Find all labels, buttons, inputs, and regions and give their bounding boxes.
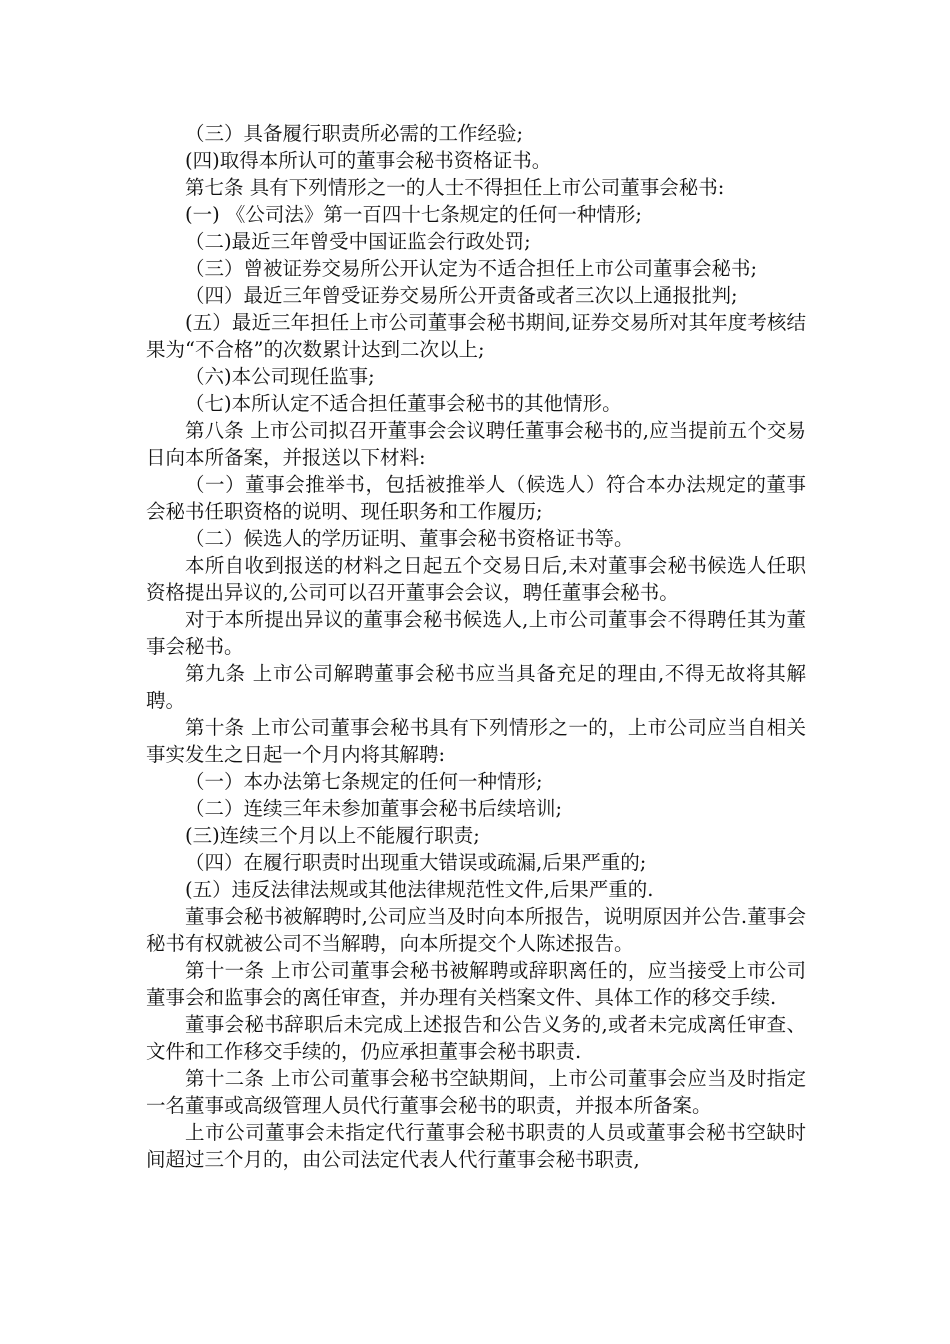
paragraph: （七)本所认定不适合担任董事会秘书的其他情形。 [185,392,622,415]
paragraph: （四）最近三年曾受证券交易所公开责备或者三次以上通报批判; [185,284,738,307]
paragraph: （一）董事会推举书，包括被推举人（候选人）符合本办法规定的董事会秘书任职资格的说明、现任职务和工作履历; [146,473,806,523]
paragraph: 第九条 上市公司解聘董事会秘书应当具备充足的理由,不得无故将其解聘。 [146,662,806,712]
paragraph: （一）本办法第七条规定的任何一种情形; [185,770,543,793]
paragraph: （四）在履行职责时出现重大错误或疏漏,后果严重的; [185,851,647,874]
paragraph: （六)本公司现任监事; [185,365,375,388]
paragraph: 第十一条 上市公司董事会秘书被解聘或辞职离任的，应当接受上市公司董事会和监事会的离任审查，并办理有关档案文件、具体工作的移交手续. [146,959,806,1009]
paragraph: 第七条 具有下列情形之一的人士不得担任上市公司董事会秘书: [185,176,725,199]
paragraph: 第八条 上市公司拟召开董事会会议聘任董事会秘书的,应当提前五个交易日向本所备案，并报送以下材料: [146,419,806,469]
paragraph: 第十条 上市公司董事会秘书具有下列情形之一的，上市公司应当自相关事实发生之日起一个月内将其解聘: [146,716,806,766]
paragraph: （二）连续三年未参加董事会秘书后续培训; [185,797,563,820]
paragraph: (三)连续三个月以上不能履行职责; [185,824,480,847]
paragraph: 董事会秘书被解聘时,公司应当及时向本所报告，说明原因并公告.董事会秘书有权就被公司不当解聘，向本所提交个人陈述报告。 [146,905,806,955]
paragraph: （二)最近三年曾受中国证监会行政处罚; [185,230,531,253]
paragraph: (一) 《公司法》第一百四十七条规定的任何一种情形; [185,203,642,226]
paragraph: 对于本所提出异议的董事会秘书候选人,上市公司董事会不得聘任其为董事会秘书。 [146,608,806,658]
paragraph: (五）最近三年担任上市公司董事会秘书期间,证券交易所对其年度考核结果为“不合格”的次数累计达到二次以上; [146,311,806,361]
paragraph: (四)取得本所认可的董事会秘书资格证书。 [185,149,552,172]
paragraph: 本所自收到报送的材料之日起五个交易日后,未对董事会秘书候选人任职资格提出异议的,公司可以召开董事会会议，聘任董事会秘书。 [146,554,806,604]
document-body [146,120,806,1173]
paragraph: （二）候选人的学历证明、董事会秘书资格证书等。 [185,527,634,550]
paragraph: 董事会秘书辞职后未完成上述报告和公告义务的,或者未完成离任审查、文件和工作移交手续的，仍应承担董事会秘书职责. [146,1013,806,1063]
paragraph: 第十二条 上市公司董事会秘书空缺期间，上市公司董事会应当及时指定一名董事或高级管理人员代行董事会秘书的职责，并报本所备案。 [146,1067,806,1117]
paragraph: 上市公司董事会未指定代行董事会秘书职责的人员或董事会秘书空缺时间超过三个月的，由公司法定代表人代行董事会秘书职责, [146,1121,806,1171]
paragraph: （三）具备履行职责所必需的工作经验; [185,122,524,145]
paragraph: （三）曾被证券交易所公开认定为不适合担任上市公司董事会秘书; [185,257,758,280]
paragraph: (五）违反法律法规或其他法律规范性文件,后果严重的. [185,878,654,901]
